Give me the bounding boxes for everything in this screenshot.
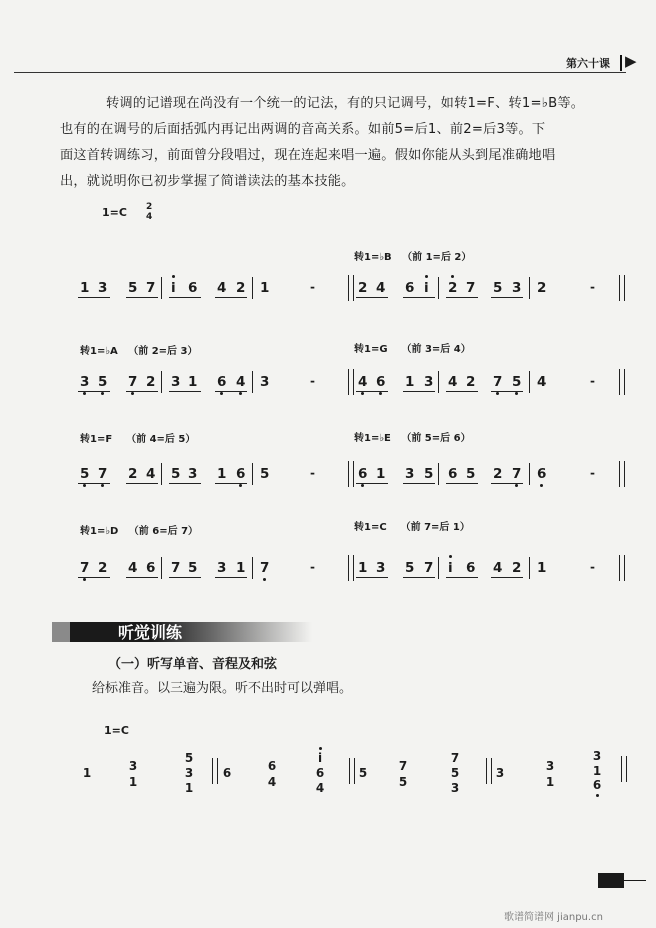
note: 2 <box>98 560 108 576</box>
beam-underline <box>215 483 247 484</box>
note: 2 <box>358 280 368 296</box>
intro-paragraph <box>60 91 636 195</box>
beam-underline <box>215 577 247 578</box>
double-barline <box>212 758 218 784</box>
staff-row-1 <box>0 280 656 314</box>
beam-underline <box>403 577 435 578</box>
time-signature-bottom: 4 <box>146 212 153 222</box>
note: 6 <box>537 466 547 482</box>
beam-underline <box>126 483 158 484</box>
barline <box>438 463 439 485</box>
section-title: 听觉训练 <box>118 623 183 642</box>
chord-note: 1 <box>184 781 194 795</box>
note: 4 <box>376 280 386 296</box>
barline <box>252 557 253 579</box>
chord-note: 5 <box>358 766 368 780</box>
header-rule <box>14 72 626 73</box>
barline <box>161 371 162 393</box>
double-barline <box>348 275 354 301</box>
chord-note: 5 <box>184 751 194 765</box>
extension-dash: - <box>310 374 315 388</box>
double-barline <box>619 369 625 395</box>
double-barline <box>349 758 355 784</box>
note: 7 <box>260 560 270 576</box>
time-signature <box>146 202 152 222</box>
double-barline <box>619 275 625 301</box>
extension-dash: - <box>310 280 315 294</box>
beam-underline <box>169 297 201 298</box>
beam-underline <box>491 577 523 578</box>
note: 6 <box>146 560 156 576</box>
beam-underline <box>356 297 388 298</box>
note: 6 <box>466 560 476 576</box>
barline <box>438 557 439 579</box>
chord-note: 6 <box>267 759 277 773</box>
para-line-3: 面这首转调练习，前面曾分段唱过，现在连起来唱一遍。假如你能从头到尾准确地唱 <box>60 148 556 163</box>
page-number-block <box>598 873 624 888</box>
modulation-label: 转1=G （前 3=后 4） <box>354 344 471 355</box>
note: 2 <box>236 280 246 296</box>
note: 2 <box>537 280 547 296</box>
beam-underline <box>446 577 478 578</box>
chord-note: 4 <box>267 775 277 789</box>
chord-note: 3 <box>495 766 505 780</box>
beam-underline <box>78 391 110 392</box>
barline <box>161 463 162 485</box>
note: 6 <box>405 280 415 296</box>
barline <box>252 371 253 393</box>
instructions-text: 给标准音。以三遍为限。听不出时可以弹唱。 <box>92 681 353 696</box>
note: 7 <box>171 560 181 576</box>
header-bar <box>620 55 622 71</box>
chord-note: 3 <box>545 759 555 773</box>
staff-row-4 <box>0 560 656 594</box>
modulation-label: 转1=♭E （前 5=后 6） <box>354 433 471 444</box>
note: 2 <box>146 374 156 390</box>
note: 5 <box>128 280 138 296</box>
chord-note: 3 <box>184 766 194 780</box>
barline <box>529 463 530 485</box>
chord-note: 1 <box>128 775 138 789</box>
note: 3 <box>424 374 434 390</box>
note: 3 <box>98 280 108 296</box>
note: 4 <box>537 374 547 390</box>
note: 6 <box>358 466 368 482</box>
barline <box>529 557 530 579</box>
footer-rule <box>624 880 646 881</box>
extension-dash: - <box>310 560 315 574</box>
beam-underline <box>491 483 523 484</box>
note: 5 <box>512 374 522 390</box>
staff-row-2 <box>0 374 656 408</box>
note: 3 <box>80 374 90 390</box>
note: 4 <box>217 280 227 296</box>
beam-underline <box>126 577 158 578</box>
note: 5 <box>424 466 434 482</box>
note: 6 <box>188 280 198 296</box>
note: 5 <box>493 280 503 296</box>
note: 2 <box>493 466 503 482</box>
note: 3 <box>171 374 181 390</box>
note: 6 <box>448 466 458 482</box>
staff-row-3 <box>0 466 656 500</box>
double-barline <box>619 555 625 581</box>
note: 1 <box>80 280 90 296</box>
note: 7 <box>493 374 503 390</box>
note: i <box>424 280 429 296</box>
play-arrow-icon: ▶ <box>625 52 637 70</box>
chord-note: 5 <box>398 775 408 789</box>
barline <box>252 463 253 485</box>
note: 5 <box>405 560 415 576</box>
note: 7 <box>98 466 108 482</box>
double-barline <box>619 461 625 487</box>
barline <box>438 277 439 299</box>
note: 4 <box>146 466 156 482</box>
modulation-label: 转1=♭A （前 2=后 3） <box>80 346 198 357</box>
note: 4 <box>448 374 458 390</box>
exercise-key: 1=C <box>104 724 129 737</box>
chord-note: 3 <box>128 759 138 773</box>
barline <box>529 277 530 299</box>
note: 7 <box>512 466 522 482</box>
note: 4 <box>358 374 368 390</box>
beam-underline <box>215 391 247 392</box>
double-barline <box>348 555 354 581</box>
beam-underline <box>126 391 158 392</box>
note: 3 <box>512 280 522 296</box>
note: 7 <box>80 560 90 576</box>
subsection-title: （一）听写单音、音程及和弦 <box>108 657 278 672</box>
double-barline <box>486 758 492 784</box>
barline <box>529 371 530 393</box>
extension-dash: - <box>590 466 595 480</box>
note: 1 <box>376 466 386 482</box>
extension-dash: - <box>590 560 595 574</box>
note: 4 <box>236 374 246 390</box>
chord-note: 3 <box>450 781 460 795</box>
chord-note: 6 <box>590 779 604 792</box>
extension-dash: - <box>590 374 595 388</box>
note: 1 <box>236 560 246 576</box>
double-barline <box>348 461 354 487</box>
note: 3 <box>405 466 415 482</box>
beam-underline <box>78 483 110 484</box>
beam-underline <box>446 391 478 392</box>
note: 2 <box>448 280 458 296</box>
time-signature-top: 2 <box>146 202 153 212</box>
note: 1 <box>537 560 547 576</box>
section-heading-square <box>52 622 70 642</box>
note: 3 <box>260 374 270 390</box>
chord-note: 1 <box>545 775 555 789</box>
note: 3 <box>376 560 386 576</box>
modulation-label: 转1=♭B （前 1=后 2） <box>354 252 472 263</box>
barline <box>438 371 439 393</box>
extension-dash: - <box>590 280 595 294</box>
chord-note: 5 <box>450 766 460 780</box>
note: 7 <box>146 280 156 296</box>
note: 2 <box>512 560 522 576</box>
beam-underline <box>78 577 110 578</box>
note: 6 <box>376 374 386 390</box>
beam-underline <box>169 391 201 392</box>
note: 7 <box>128 374 138 390</box>
main-key: 1=C <box>102 206 127 219</box>
lesson-title: 第六十课 <box>566 57 610 70</box>
note: 1 <box>188 374 198 390</box>
beam-underline <box>491 391 523 392</box>
note: 4 <box>493 560 503 576</box>
chord-note: i <box>313 752 327 765</box>
note: 6 <box>236 466 246 482</box>
note: i <box>171 280 176 296</box>
note: 1 <box>217 466 227 482</box>
note: 3 <box>188 466 198 482</box>
chord-note: 6 <box>222 766 232 780</box>
beam-underline <box>126 297 158 298</box>
beam-underline <box>446 483 478 484</box>
chord-note: 4 <box>315 781 325 795</box>
note: 5 <box>260 466 270 482</box>
chord-note: 6 <box>315 766 325 780</box>
para-line-1: 转调的记谱现在尚没有一个统一的记法，有的只记调号，如转1=F、转1=♭B等。 <box>106 96 585 111</box>
note: i <box>448 560 453 576</box>
note: 1 <box>405 374 415 390</box>
para-line-4: 出，就说明你已初步掌握了简谱读法的基本技能。 <box>60 174 355 189</box>
beam-underline <box>356 577 388 578</box>
note: 4 <box>128 560 138 576</box>
beam-underline <box>446 297 478 298</box>
note: 1 <box>358 560 368 576</box>
beam-underline <box>403 483 435 484</box>
watermark: 歌谱简谱网 jianpu.cn <box>504 912 603 923</box>
modulation-label: 转1=F （前 4=后 5） <box>80 434 196 445</box>
beam-underline <box>403 391 435 392</box>
beam-underline <box>78 297 110 298</box>
beam-underline <box>215 297 247 298</box>
chord-note: 1 <box>592 764 602 778</box>
beam-underline <box>169 483 201 484</box>
beam-underline <box>403 297 435 298</box>
barline <box>161 277 162 299</box>
note: 7 <box>466 280 476 296</box>
note: 2 <box>466 374 476 390</box>
chord-note: 7 <box>450 751 460 765</box>
chord-note: 7 <box>398 759 408 773</box>
beam-underline <box>356 483 388 484</box>
chord-note: 3 <box>592 749 602 763</box>
chord-note: 1 <box>82 766 92 780</box>
para-line-2: 也有的在调号的后面括弧内再记出两调的音高关系。如前5=后1、前2=后3等。下 <box>60 122 546 137</box>
note: 5 <box>98 374 108 390</box>
beam-underline <box>491 297 523 298</box>
note: 2 <box>128 466 138 482</box>
double-barline <box>621 756 627 782</box>
note: 5 <box>171 466 181 482</box>
double-barline <box>348 369 354 395</box>
barline <box>161 557 162 579</box>
note: 5 <box>188 560 198 576</box>
note: 6 <box>217 374 227 390</box>
barline <box>252 277 253 299</box>
beam-underline <box>356 391 388 392</box>
note: 3 <box>217 560 227 576</box>
note: 7 <box>424 560 434 576</box>
extension-dash: - <box>310 466 315 480</box>
note: 5 <box>466 466 476 482</box>
note: 5 <box>80 466 90 482</box>
beam-underline <box>169 577 201 578</box>
modulation-label: 转1=C （前 7=后 1） <box>354 522 470 533</box>
modulation-label: 转1=♭D （前 6=后 7） <box>80 526 199 537</box>
note: 1 <box>260 280 270 296</box>
